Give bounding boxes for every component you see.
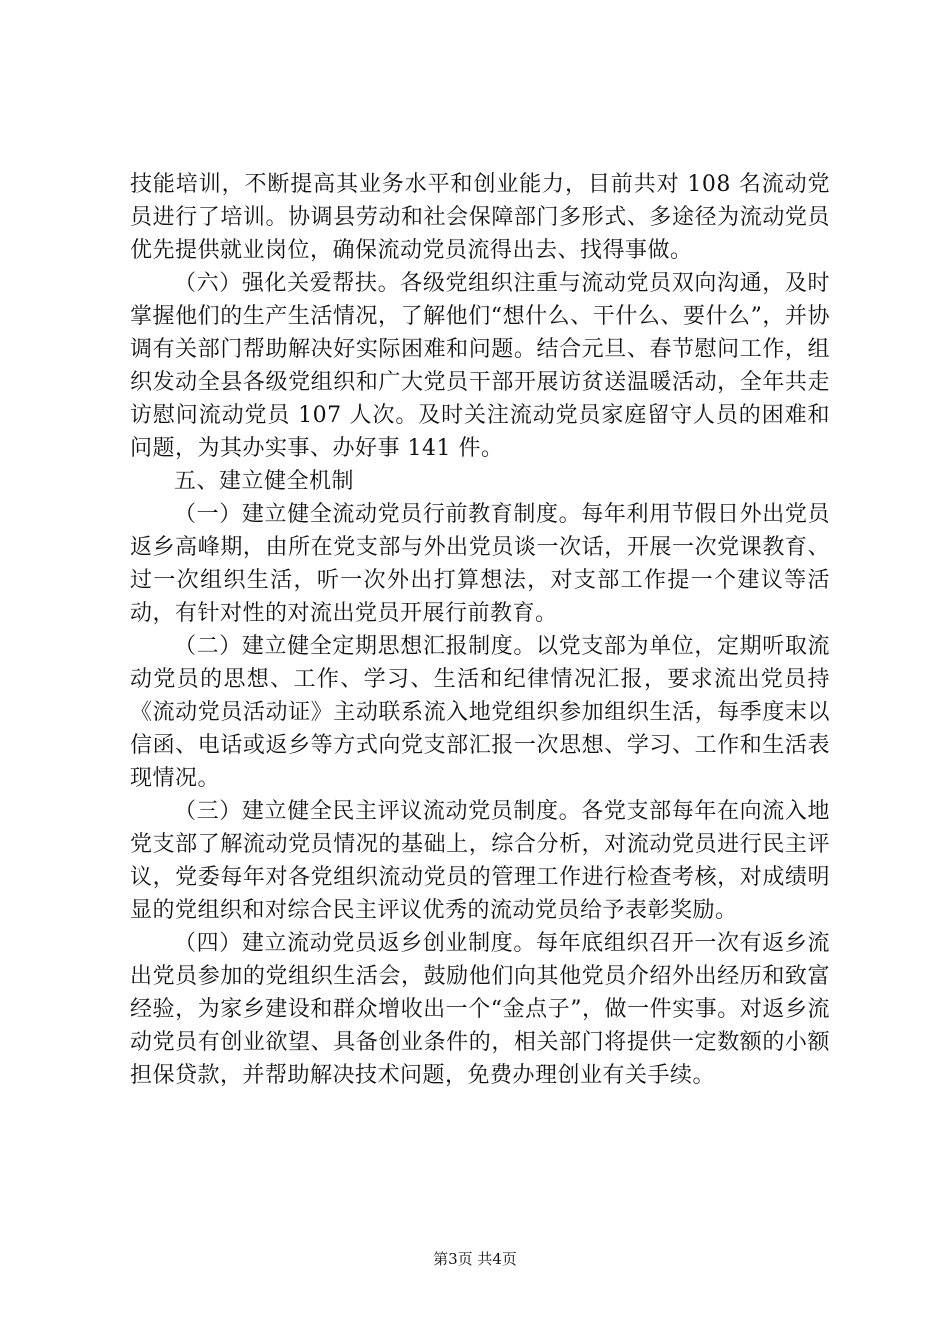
paragraph-return-entrepreneurship: （四）建立流动党员返乡创业制度。每年底组织召开一次有返乡流出党员参加的党组织生活会，鼓励他们向其他党员介绍外出经历和致富经验，为家乡建设和群众增收出一个“金点子”，做一件实事。对返乡流动党员有创业欲望、具备创业条件的，相关部门将提供一定数额的小额担保贷款，并帮助解决技术问题，免费办理创业有关手续。	[130, 931, 830, 1088]
section-heading-mechanism: 五、建立健全机制	[174, 469, 355, 494]
paragraph-democratic-evaluation: （三）建立健全民主评议流动党员制度。各党支部每年在向流入地党支部了解流动党员情况的基础上，综合分析，对流动党员进行民主评议，党委每年对各党组织流动党员的管理工作进行检查考核，对成绩明显的党组织和对综合民主评议优秀的流动党员给予表彰奖励。	[130, 799, 830, 923]
document-body	[130, 168, 830, 1092]
paragraph-care-support: （六）强化关爱帮扶。各级党组织注重与流动党员双向沟通，及时掌握他们的生产生活情况，了解他们“想什么、干什么、要什么”，并协调有关部门帮助解决好实际困难和问题。结合元旦、春节慰问工作，组织发动全县各级党组织和广大党员干部开展访贫送温暖活动，全年共走访慰问流动党员 107 人次。及时关注流动党员家庭留守人员的困难和问题，为其办实事、办好事 141 件。	[130, 271, 830, 461]
page-number-footer: 第3页 共4页	[433, 1250, 517, 1268]
paragraph-pre-departure-education: （一）建立健全流动党员行前教育制度。每年利用节假日外出党员返乡高峰期，由所在党支部与外出党员谈一次话，开展一次党课教育、过一次组织生活，听一次外出打算想法，对支部工作提一个建议等活动，有针对性的对流出党员开展行前教育。	[130, 502, 830, 626]
paragraph-training: 技能培训，不断提高其业务水平和创业能力，目前共对 108 名流动党员进行了培训。协调县劳动和社会保障部门多形式、多途径为流动党员优先提供就业岗位，确保流动党员流得出去、找得事做。	[130, 172, 830, 263]
paragraph-thought-report: （二）建立健全定期思想汇报制度。以党支部为单位，定期听取流动党员的思想、工作、学习、生活和纪律情况汇报，要求流出党员持《流动党员活动证》主动联系流入地党组织参加组织生活，每季度末以信函、电话或返乡等方式向党支部汇报一次思想、学习、工作和生活表现情况。	[130, 634, 830, 791]
